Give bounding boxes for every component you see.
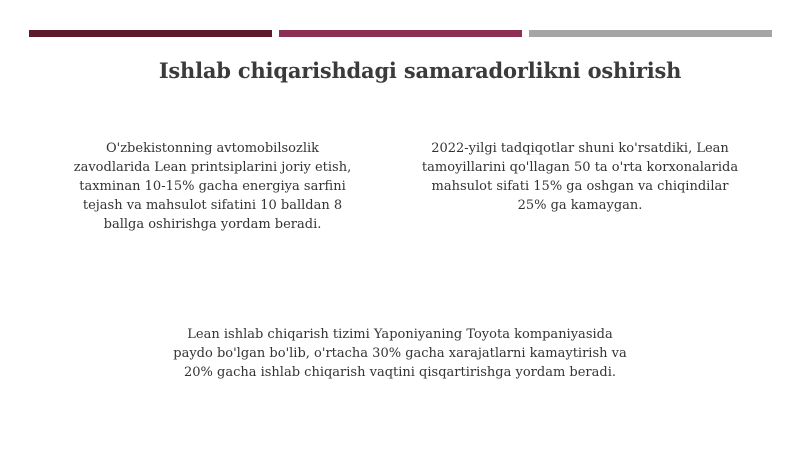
paragraph-right: 2022-yilgi tadqiqotlar shuni ko'rsatdiki, Lean tamoyillarini qo'llagan 50 ta o'rta korxonalarida mahsulot sifati 15% ga oshgan va chiqindilar 25% ga kamaygan. bbox=[421, 141, 739, 213]
paragraph-left: O'zbekistonning avtomobilsozlik zavodlarida Lean printsiplarini joriy etish, taxminan 10-15% gacha energiya sarfini tejash va mahsulot sifatini 10 balldan 8 ballga oshirishga yordam beradi. bbox=[73, 141, 352, 232]
accent-bar-left bbox=[29, 30, 272, 37]
paragraph-bottom: Lean ishlab chiqarish tizimi Yaponiyaning Toyota kompaniyasida paydo bo'lgan bo'lib, o'rtacha 30% gacha xarajatlarni kamaytirish va 20% gacha ishlab chiqarish vaqtini qisqartirishga yordam beradi. bbox=[173, 327, 627, 380]
accent-bar-middle bbox=[279, 30, 522, 37]
accent-bar-right bbox=[529, 30, 772, 37]
slide-title: Ishlab chiqarishdagi samaradorlikni oshirish bbox=[158, 58, 682, 83]
